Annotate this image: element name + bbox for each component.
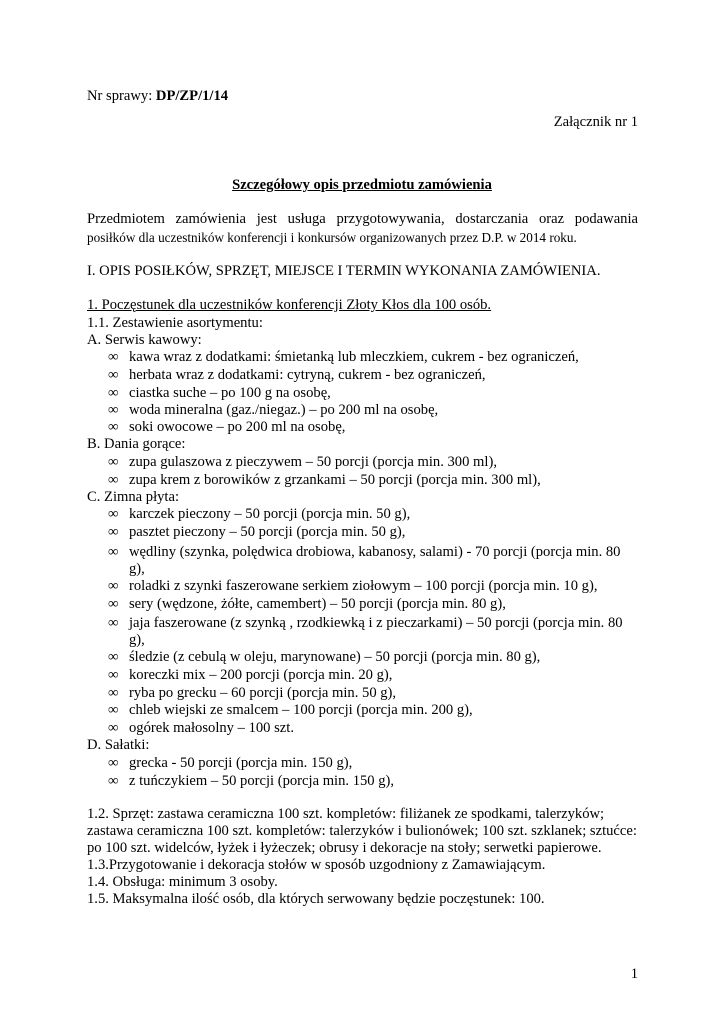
infinity-bullet-icon: ∞ <box>108 720 119 736</box>
group-d-label: D. Sałatki: <box>87 737 150 753</box>
paragraph-1-5: 1.5. Maksymalna ilość osób, dla których serwowany będzie poczęstunek: 100. <box>87 891 545 907</box>
document-title: Szczegółowy opis przedmiotu zamówienia <box>232 177 492 193</box>
assortment-heading: 1.1. Zestawienie asortymentu: <box>87 315 263 331</box>
case-number-label: Nr sprawy: <box>87 88 156 104</box>
equipment-line-2: zastawa ceramiczna 100 szt. kompletów: talerzyków i bulionówek; 100 szt. szklanek; sztućce: <box>87 823 637 839</box>
case-number-value: DP/ZP/1/14 <box>155 88 229 104</box>
list-item-continuation: g), <box>129 632 145 648</box>
subsection-heading: 1. Poczęstunek dla uczestników konferencji Złoty Kłos dla 100 osób. <box>87 297 492 313</box>
list-item: grecka - 50 porcji (porcja min. 150 g), <box>129 755 353 771</box>
list-item: zupa gulaszowa z pieczywem – 50 porcji (porcja min. 300 ml), <box>129 454 497 470</box>
infinity-bullet-icon: ∞ <box>108 615 119 631</box>
list-item: pasztet pieczony – 50 porcji (porcja min. 50 g), <box>129 524 406 540</box>
infinity-bullet-icon: ∞ <box>108 755 119 771</box>
list-item: koreczki mix – 200 porcji (porcja min. 20 g), <box>129 667 393 683</box>
equipment-line-3: po 100 szt. widelców, łyżek i łyżeczek; obrusy i dekoracje na stoły; serwetki papierowe. <box>87 840 602 856</box>
list-item: sery (wędzone, żółte, camembert) – 50 porcji (porcja min. 80 g), <box>129 596 506 612</box>
infinity-bullet-icon: ∞ <box>108 385 119 401</box>
infinity-bullet-icon: ∞ <box>108 667 119 683</box>
list-item: jaja faszerowane (z szynką , rzodkiewką i z pieczarkami) – 50 porcji (porcja min. 80 <box>129 615 623 631</box>
paragraph-1-3: 1.3.Przygotowanie i dekoracja stołów w sposób uzgodniony z Zamawiającym. <box>87 857 546 873</box>
list-item: roladki z szynki faszerowane serkiem ziołowym – 100 porcji (porcja min. 10 g), <box>129 578 598 594</box>
list-item: śledzie (z cebulą w oleju, marynowane) – 50 porcji (porcja min. 80 g), <box>129 649 541 665</box>
list-item: herbata wraz z dodatkami: cytryną, cukrem - bez ograniczeń, <box>129 367 486 383</box>
list-item: chleb wiejski ze smalcem – 100 porcji (porcja min. 200 g), <box>129 702 473 718</box>
infinity-bullet-icon: ∞ <box>108 367 119 383</box>
infinity-bullet-icon: ∞ <box>108 349 119 365</box>
equipment-line-1: 1.2. Sprzęt: zastawa ceramiczna 100 szt. kompletów: filiżanek ze spodkami, talerzyków; <box>87 806 605 822</box>
group-b-label: B. Dania gorące: <box>87 436 186 452</box>
intro-line-2 <box>87 229 577 247</box>
infinity-bullet-icon: ∞ <box>108 402 119 418</box>
list-item: wędliny (szynka, polędwica drobiowa, kabanosy, salami) - 70 porcji (porcja min. 80 <box>129 544 621 560</box>
group-c-label: C. Zimna płyta: <box>87 489 180 505</box>
infinity-bullet-icon: ∞ <box>108 702 119 718</box>
list-item: ryba po grecku – 60 porcji (porcja min. 50 g), <box>129 685 397 701</box>
infinity-bullet-icon: ∞ <box>108 649 119 665</box>
page-number: 1 <box>630 966 638 982</box>
list-item: kawa wraz z dodatkami: śmietanką lub mleczkiem, cukrem - bez ograniczeń, <box>129 349 579 365</box>
list-item: ciastka suche – po 100 g na osobę, <box>129 385 331 401</box>
list-item: woda mineralna (gaz./niegaz.) – po 200 ml na osobę, <box>129 402 439 418</box>
intro-line-2-text: posiłków dla uczestników konferencji i konkursów organizowanych przez D.P. w 2014 roku. <box>87 230 577 245</box>
infinity-bullet-icon: ∞ <box>108 685 119 701</box>
infinity-bullet-icon: ∞ <box>108 578 119 594</box>
list-item: zupa krem z borowików z grzankami – 50 porcji (porcja min. 300 ml), <box>129 472 541 488</box>
infinity-bullet-icon: ∞ <box>108 596 119 612</box>
paragraph-1-4: 1.4. Obsługa: minimum 3 osoby. <box>87 874 278 890</box>
group-a-label: A. Serwis kawowy: <box>87 332 202 348</box>
section-heading: I. OPIS POSIŁKÓW, SPRZĘT, MIEJSCE I TERMIN WYKONANIA ZAMÓWIENIA. <box>87 263 601 279</box>
infinity-bullet-icon: ∞ <box>108 506 119 522</box>
attachment-label: Załącznik nr 1 <box>553 114 638 130</box>
infinity-bullet-icon: ∞ <box>108 773 119 789</box>
case-number-line <box>87 88 228 105</box>
infinity-bullet-icon: ∞ <box>108 544 119 560</box>
infinity-bullet-icon: ∞ <box>108 419 119 435</box>
list-item: karczek pieczony – 50 porcji (porcja min. 50 g), <box>129 506 411 522</box>
intro-line-1: Przedmiotem zamówienia jest usługa przygotowywania, dostarczania oraz podawania <box>87 211 638 227</box>
list-item: z tuńczykiem – 50 porcji (porcja min. 150 g), <box>129 773 395 789</box>
list-item: soki owocowe – po 200 ml na osobę, <box>129 419 346 435</box>
infinity-bullet-icon: ∞ <box>108 454 119 470</box>
list-item: ogórek małosolny – 100 szt. <box>129 720 294 736</box>
list-item-continuation: g), <box>129 561 145 577</box>
infinity-bullet-icon: ∞ <box>108 472 119 488</box>
infinity-bullet-icon: ∞ <box>108 524 119 540</box>
